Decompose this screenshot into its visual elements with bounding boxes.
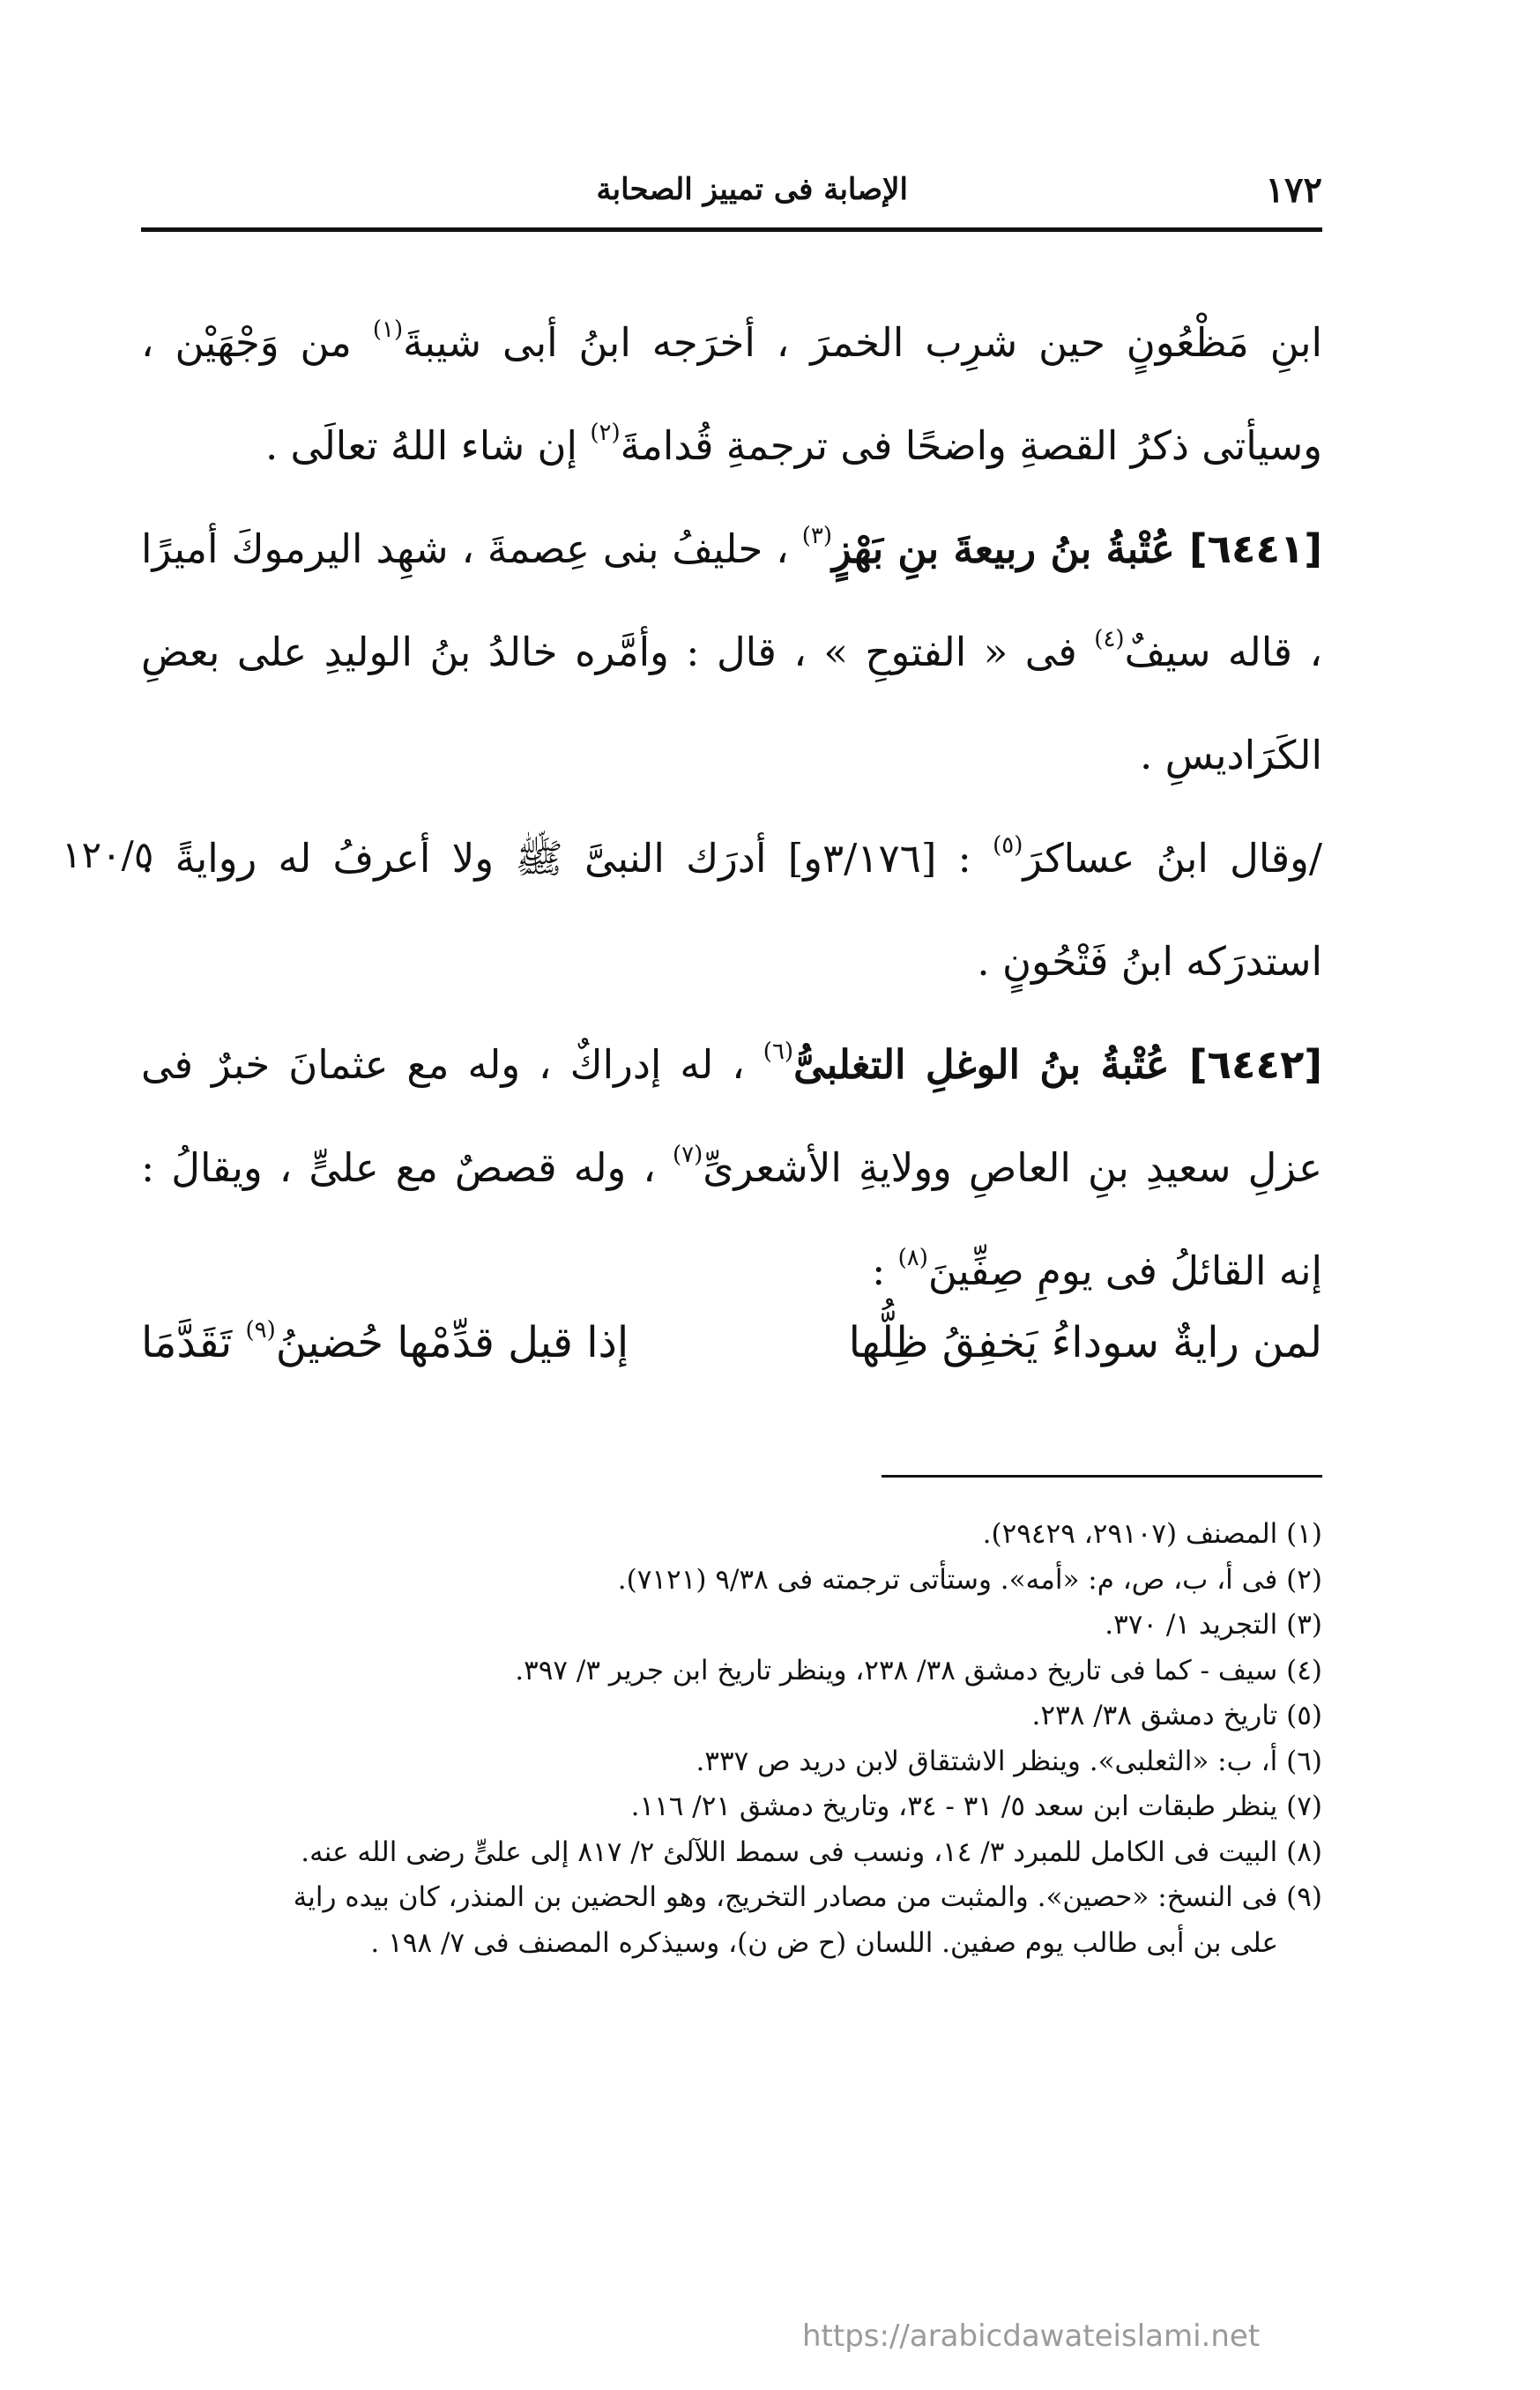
footnote-ref[interactable]: (٦) [763, 1039, 794, 1065]
footnote: (٥) تاريخ دمشق ٣٨/ ٢٣٨. [1031, 1700, 1322, 1731]
entry-6442: [٦٤٤٢] عُتْبةُ بنُ الوغلِ التغلبىُّ$^{(٦)}$ ، له إدراكٌ ، وله مع عثمانَ خبرٌ فى عزلِ سعيدِ بنِ العاصِ وولايةِ الأشعرىِّ$^{(٧)}$ ، وله قصصٌ مع علىٍّ ، ويقالُ : إنه القائلُ فى يومِ صِفِّينَ$^{(٨)}$ : [141, 1039, 1322, 1294]
page-header [141, 163, 1322, 216]
footnote-continuation: على بن أبى طالب يوم صفين. اللسان (ح ض ن)، وسيذكره المصنف فى ٧/ ١٩٨ . [370, 1926, 1278, 1959]
entry-number: [٦٤٤١] [1188, 525, 1322, 572]
entry-name: عُتْبةُ بنُ ربيعةَ بنِ بَهْزٍ [832, 525, 1189, 572]
footnote: (٨) البيت فى الكامل للمبرد ٣/ ١٤، ونسب فى سمط اللآلئ ٢/ ٨١٧ إلى علىٍّ رضى الله عنه. [301, 1835, 1322, 1868]
entry-name: عُتْبةُ بنُ الوغلِ التغلبىُّ [793, 1041, 1189, 1088]
running-title: الإصابة فى تمييز الصحابة [596, 172, 908, 207]
page-number: ١٧٢ [1265, 168, 1322, 211]
footnote-separator [882, 1475, 1322, 1478]
footnote: (٣) التجريد ١/ ٣٧٠. [1105, 1609, 1322, 1641]
main-text [141, 291, 1322, 1322]
footnote: (٩) فى النسخ: «حصين». والمثبت من مصادر التخريج، وهو الحضين بن المنذر، كان بيده راية [293, 1881, 1322, 1913]
poem-hemistich-second: إذا قيل قدِّمْها حُضينُ$^{(٩)}$ تَقَدَّمَا [141, 1317, 629, 1367]
watermark-url: https://arabicdawateislami.net [802, 2319, 1261, 2354]
margin-volume-reference: ١٢٠/٥ [62, 833, 154, 876]
poem-hemistich-first: لمن رايةٌ سوداءُ يَخفِقُ ظِلُّها [848, 1318, 1322, 1367]
footnote-ref[interactable]: (٥) [993, 832, 1023, 859]
footnote-ref[interactable]: (٩) [245, 1317, 276, 1344]
footnotes [141, 1512, 1322, 1966]
footnote-ref[interactable]: (٣) [801, 523, 832, 549]
footnote-ref[interactable]: (٧) [672, 1142, 703, 1168]
footnote: (٦) أ، ب: «الثعلبى». وينظر الاشتقاق لابن دريد ص ٣٣٧. [696, 1745, 1322, 1777]
entry-number: [٦٤٤٢] [1188, 1041, 1322, 1088]
entry-6441-note: /وقال ابنُ عساكرَ$^{(٥)}$ : [٣/١٧٦و] أدرَك النبىَّ ﷺ ولا أعرفُ له روايةً . استدرَكه ابنُ فَتْحُونٍ . [141, 832, 1322, 985]
paragraph-continuation: ابنِ مَظْعُونٍ حين شرِب الخمرَ ، أخرَجه ابنُ أبى شيبةَ$^{(١)}$ من وَجْهَيْن ، وسيأتى ذكرُ القصةِ واضحًا فى ترجمةِ قُدامةَ$^{(٢)}$ إن شاء اللهُ تعالَى . [141, 316, 1322, 469]
footnote-ref[interactable]: (٤) [1094, 626, 1125, 652]
footnote-ref[interactable]: (٢) [590, 420, 621, 446]
footnote-ref[interactable]: (٨) [897, 1245, 928, 1271]
entry-6441: [٦٤٤١] عُتْبةُ بنُ ربيعةَ بنِ بَهْزٍ$^{(٣)}$ ، حليفُ بنى عِصمةَ ، شهِد اليرموكَ أميرًا ، قاله سيفٌ$^{(٤)}$ فى « الفتوحِ » ، قال : وأمَّره خالدُ بنُ الوليدِ على بعضِ الكَرَاديسِ . [141, 523, 1322, 778]
header-rule [141, 227, 1322, 232]
footnote: (٧) ينظر طبقات ابن سعد ٥/ ٣١ - ٣٤، وتاريخ دمشق ٢١/ ١١٦. [630, 1791, 1322, 1822]
footnote: (٢) فى أ، ب، ص، م: «أمه». وستأتى ترجمته فى ٩/٣٨ (٧١٢١). [617, 1563, 1322, 1596]
footnote: (١) المصنف (٢٩١٠٧، ٢٩٤٢٩). [982, 1518, 1322, 1550]
poem-verse [141, 1318, 1322, 1367]
footnote: (٤) سيف - كما فى تاريخ دمشق ٣٨/ ٢٣٨، وينظر تاريخ ابن جرير ٣/ ٣٩٧. [515, 1654, 1322, 1686]
footnote-ref[interactable]: (١) [372, 316, 404, 343]
